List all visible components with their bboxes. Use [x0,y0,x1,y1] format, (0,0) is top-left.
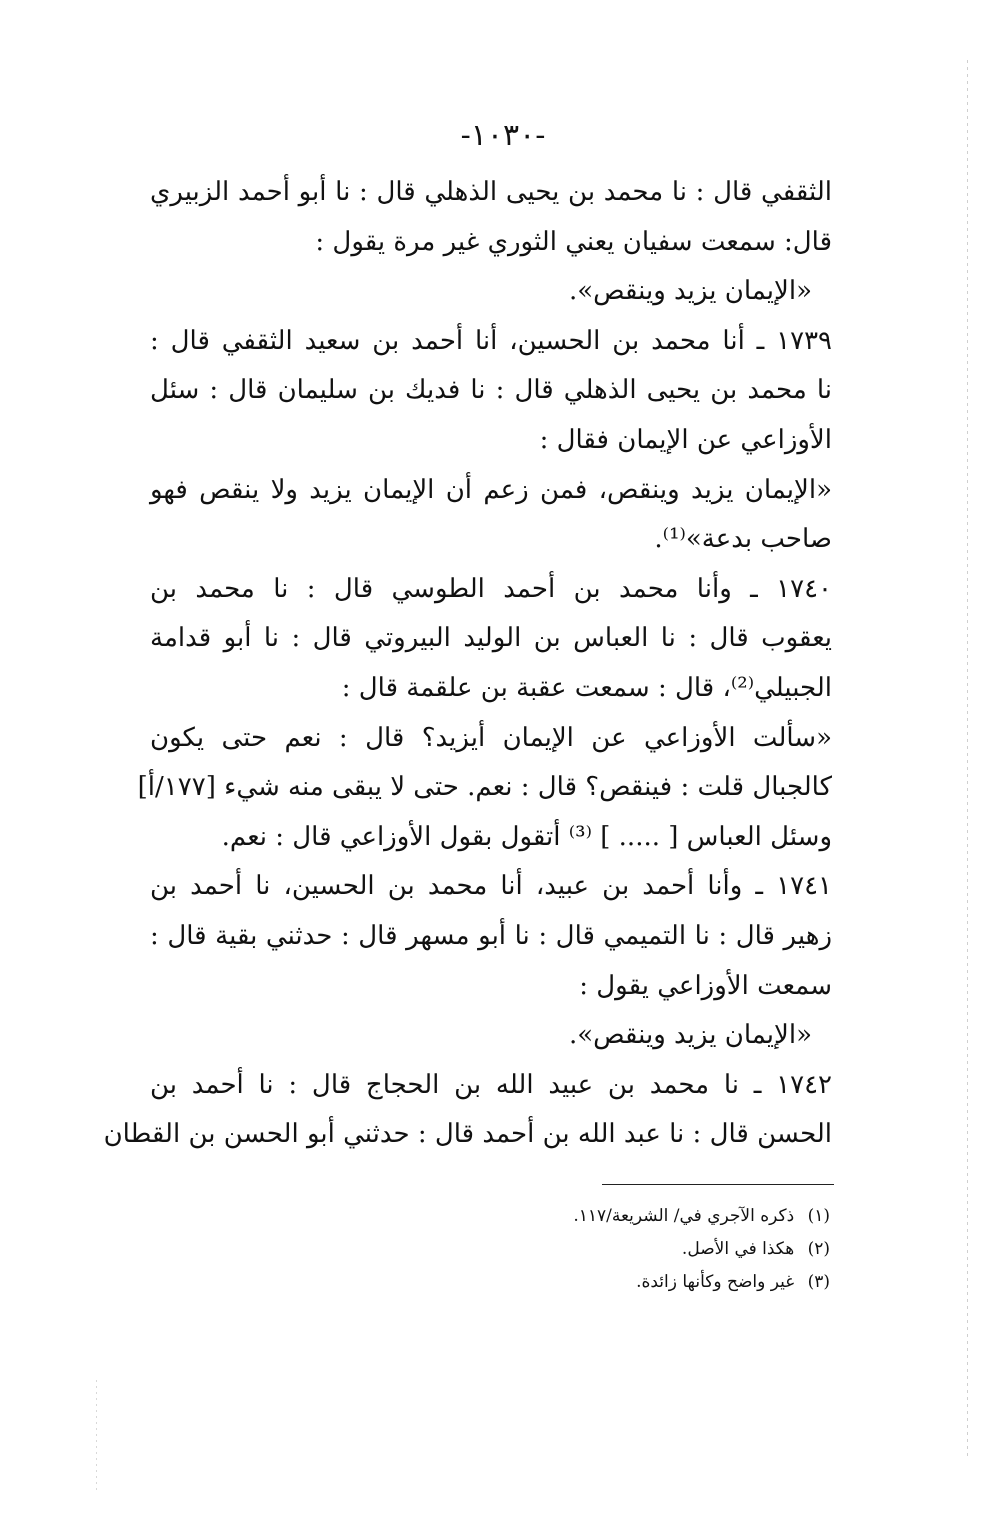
footnote-number: (٣) [807,1272,830,1292]
text-line: نا محمد بن يحيى الذهلي قال : نا فديك بن سليمان قال : سئل [150,375,832,406]
text-line: «الإيمان يزيد وينقص، فمن زعم أن الإيمان يزيد ولا ينقص فهو [150,474,832,505]
text-line: الحسن قال : نا عبد الله بن أحمد قال : حدثني أبو الحسن بن القطان [103,1119,832,1150]
footnote-divider [602,1184,834,1185]
text-line: قال: سمعت سفيان يعني الثوري غير مرة يقول : [315,226,832,257]
text-line: الأوزاعي عن الإيمان فقال : [539,424,832,455]
main-text [103,168,832,1160]
text-line: الثقفي قال : نا محمد بن يحيى الذهلي قال : نا أبو أحمد الزبيري [150,177,832,207]
text-line: يعقوب قال : نا العباس بن الوليد البيروتي قال : نا أبو قدامة [150,623,832,654]
text-line: ١٧٤٠ ـ وأنا محمد بن أحمد الطوسي قال : نا محمد بن [150,573,832,604]
page-number: -١٠٣٠- [460,118,546,153]
scan-edge-line-left [96,1380,97,1490]
text-line: «سألت الأوزاعي عن الإيمان أيزيد؟ قال : نعم حتى يكون [150,722,832,753]
text-line: صاحب بدعة»⁽¹⁾. [654,524,832,555]
footnotes [350,1200,830,1299]
text-line: ١٧٤١ ـ وأنا أحمد بن عبيد، أنا محمد بن الحسين، نا أحمد بن [150,871,832,902]
footnote-text: ذكره الآجري في/ الشريعة/١١٧. [573,1206,795,1226]
footnote-item [350,1233,830,1266]
text-line: «الإيمان يزيد وينقص». [568,276,812,307]
text-line: زهير قال : نا التميمي قال : نا أبو مسهر قال : حدثني بقية قال : [150,920,832,951]
text-line: وسئل العباس [ ..... ] ⁽³⁾ أتقول بقول الأوزاعي قال : نعم. [221,821,832,852]
footnote-text: غير واضح وكأنها زائدة. [636,1272,795,1292]
text-line: ١٧٤٢ ـ نا محمد بن عبيد الله بن الحجاج قال : نا أحمد بن [150,1069,832,1100]
footnote-text: هكذا في الأصل. [681,1239,795,1259]
footnote-number: (١) [807,1206,830,1226]
footnote-item [350,1200,830,1233]
text-line: سمعت الأوزاعي يقول : [579,970,832,1001]
footnote-number: (٢) [807,1239,830,1259]
text-line: «الإيمان يزيد وينقص». [568,1020,812,1051]
scan-edge-line [967,60,968,1460]
text-line: كالجبال قلت : فينقص؟ قال : نعم. حتى لا يبقى منه شيء [١٧٧/أ] [137,772,832,803]
text-line: الجبيلي⁽²⁾، قال : سمعت عقبة بن علقمة قال : [341,672,832,703]
footnote-item [350,1266,830,1299]
text-line: ١٧٣٩ ـ أنا محمد بن الحسين، أنا أحمد بن سعيد الثقفي قال : [150,325,832,356]
